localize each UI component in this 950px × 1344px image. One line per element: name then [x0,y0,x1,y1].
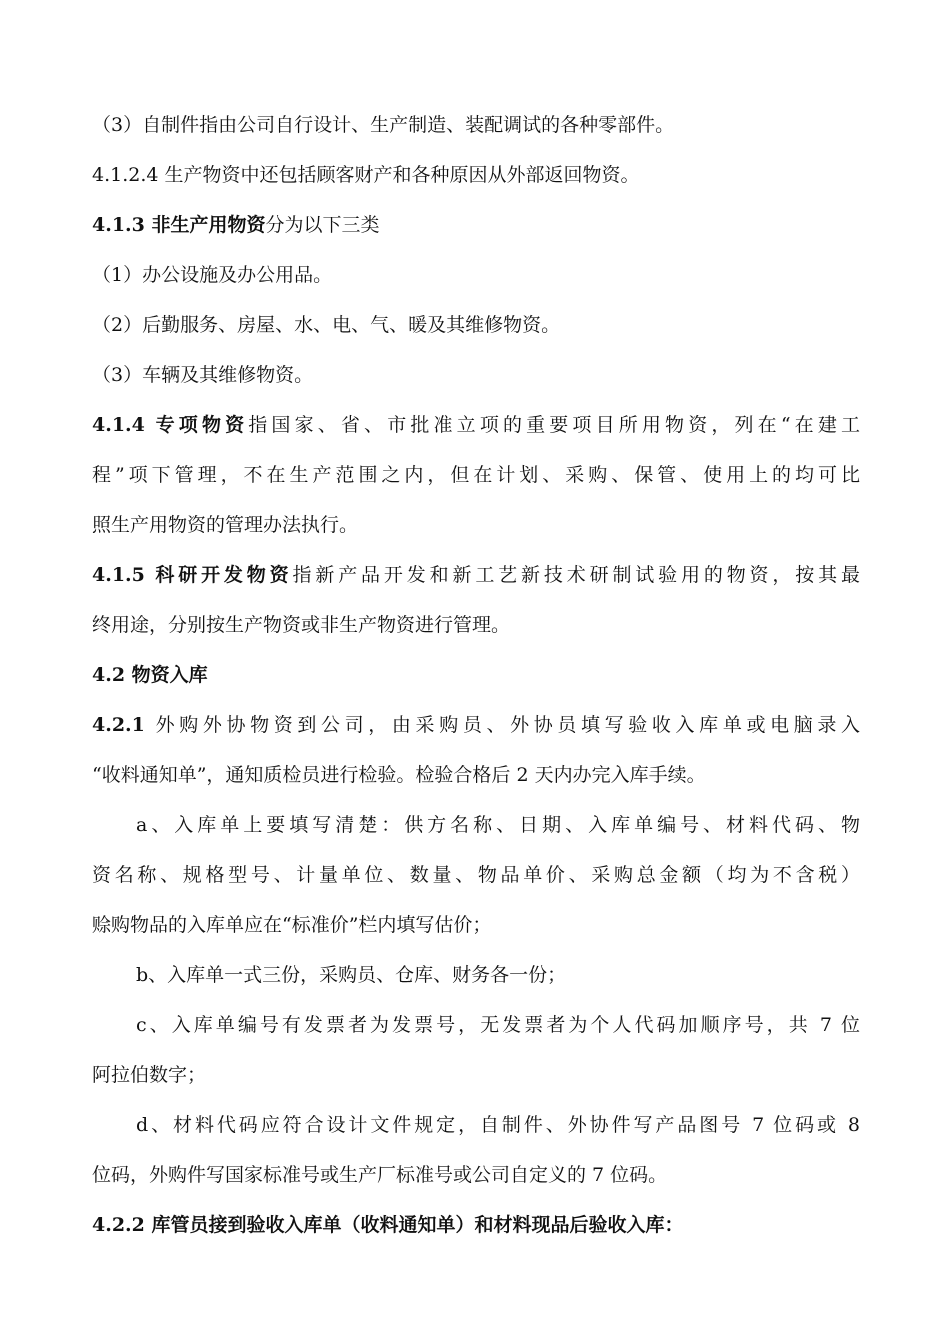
text-span: 终用途，分别按生产物资或非生产物资进行管理。 [92,614,511,636]
list-item [92,362,860,388]
section-title: 4.2 物资入库 [92,664,208,686]
text-span: 照生产用物资的管理办法执行。 [92,514,359,536]
text-line [92,762,860,788]
text-span: 指国家、省、市批准立项的重要项目所用物资，列在“在建工 [248,414,860,436]
text-line [92,862,860,888]
section-number: 4.2.1 [92,714,145,736]
text-span: （3）自制件指由公司自行设计、生产制造、装配调试的各种零部件。 [92,114,675,136]
section-title: 4.1.5 科研开发物资 [92,564,293,586]
text-line [92,162,860,188]
text-span: （3）车辆及其维修物资。 [92,364,314,386]
section-title: 4.1.3 非生产用物资 [92,214,266,236]
text-span: 阿拉伯数字； [92,1064,207,1086]
text-span: 位码，外购件写国家标准号或生产厂标准号或公司自定义的 7 位码。 [92,1164,668,1186]
text-span: a、入库单上要填写清楚：供方名称、日期、入库单编号、材料代码、物 [136,814,860,836]
text-span: d、材料代码应符合设计文件规定，自制件、外协件写产品图号 7 位码或 8 [136,1114,860,1136]
section-heading-4-1-4 [92,412,860,438]
text-line [92,512,860,538]
text-span: 资名称、规格型号、计量单位、数量、物品单价、采购总金额（均为不含税） [92,864,860,886]
text-span: 指新产品开发和新工艺新技术研制试验用的物资，按其最 [292,564,860,586]
section-title: 4.1.4 专项物资 [92,414,249,436]
text-line [92,462,860,488]
text-span: 4.1.2.4 生产物资中还包括顾客财产和各种原因从外部返回物资。 [92,164,640,186]
text-span: 外购外协物资到公司，由采购员、外协员填写验收入库单或电脑录入 [144,714,860,736]
list-item [92,312,860,338]
list-item-d [136,1112,860,1138]
text-span: “收料通知单”，通知质检员进行检验。检验合格后 2 天内办完入库手续。 [92,764,706,786]
section-heading-4-2-1 [92,712,860,738]
text-line [92,112,860,138]
text-span: （1）办公设施及办公用品。 [92,264,333,286]
text-span: b、入库单一式三份，采购员、仓库、财务各一份； [136,964,567,986]
section-heading-4-2-2 [92,1212,860,1238]
text-span: c、入库单编号有发票者为发票号，无发票者为个人代码加顺序号，共 7 位 [136,1014,860,1036]
text-span: 程”项下管理，不在生产范围之内，但在计划、采购、保管、使用上的均可比 [92,464,860,486]
text-span: 分为以下三类 [265,214,380,236]
list-item-c [136,1012,860,1038]
list-item [92,262,860,288]
list-item-b [136,962,860,988]
section-heading-4-1-3 [92,212,860,238]
section-heading-4-1-5 [92,562,860,588]
text-line [92,1062,860,1088]
text-line [92,1162,860,1188]
list-item-a [136,812,860,838]
text-span: 赊购物品的入库单应在“标准价”栏内填写估价； [92,914,492,936]
text-line [92,912,860,938]
text-span: （2）后勤服务、房屋、水、电、气、暖及其维修物资。 [92,314,561,336]
text-line [92,612,860,638]
section-heading-4-2 [92,662,860,688]
section-title: 4.2.2 库管员接到验收入库单（收料通知单）和材料现品后验收入库： [92,1214,684,1236]
